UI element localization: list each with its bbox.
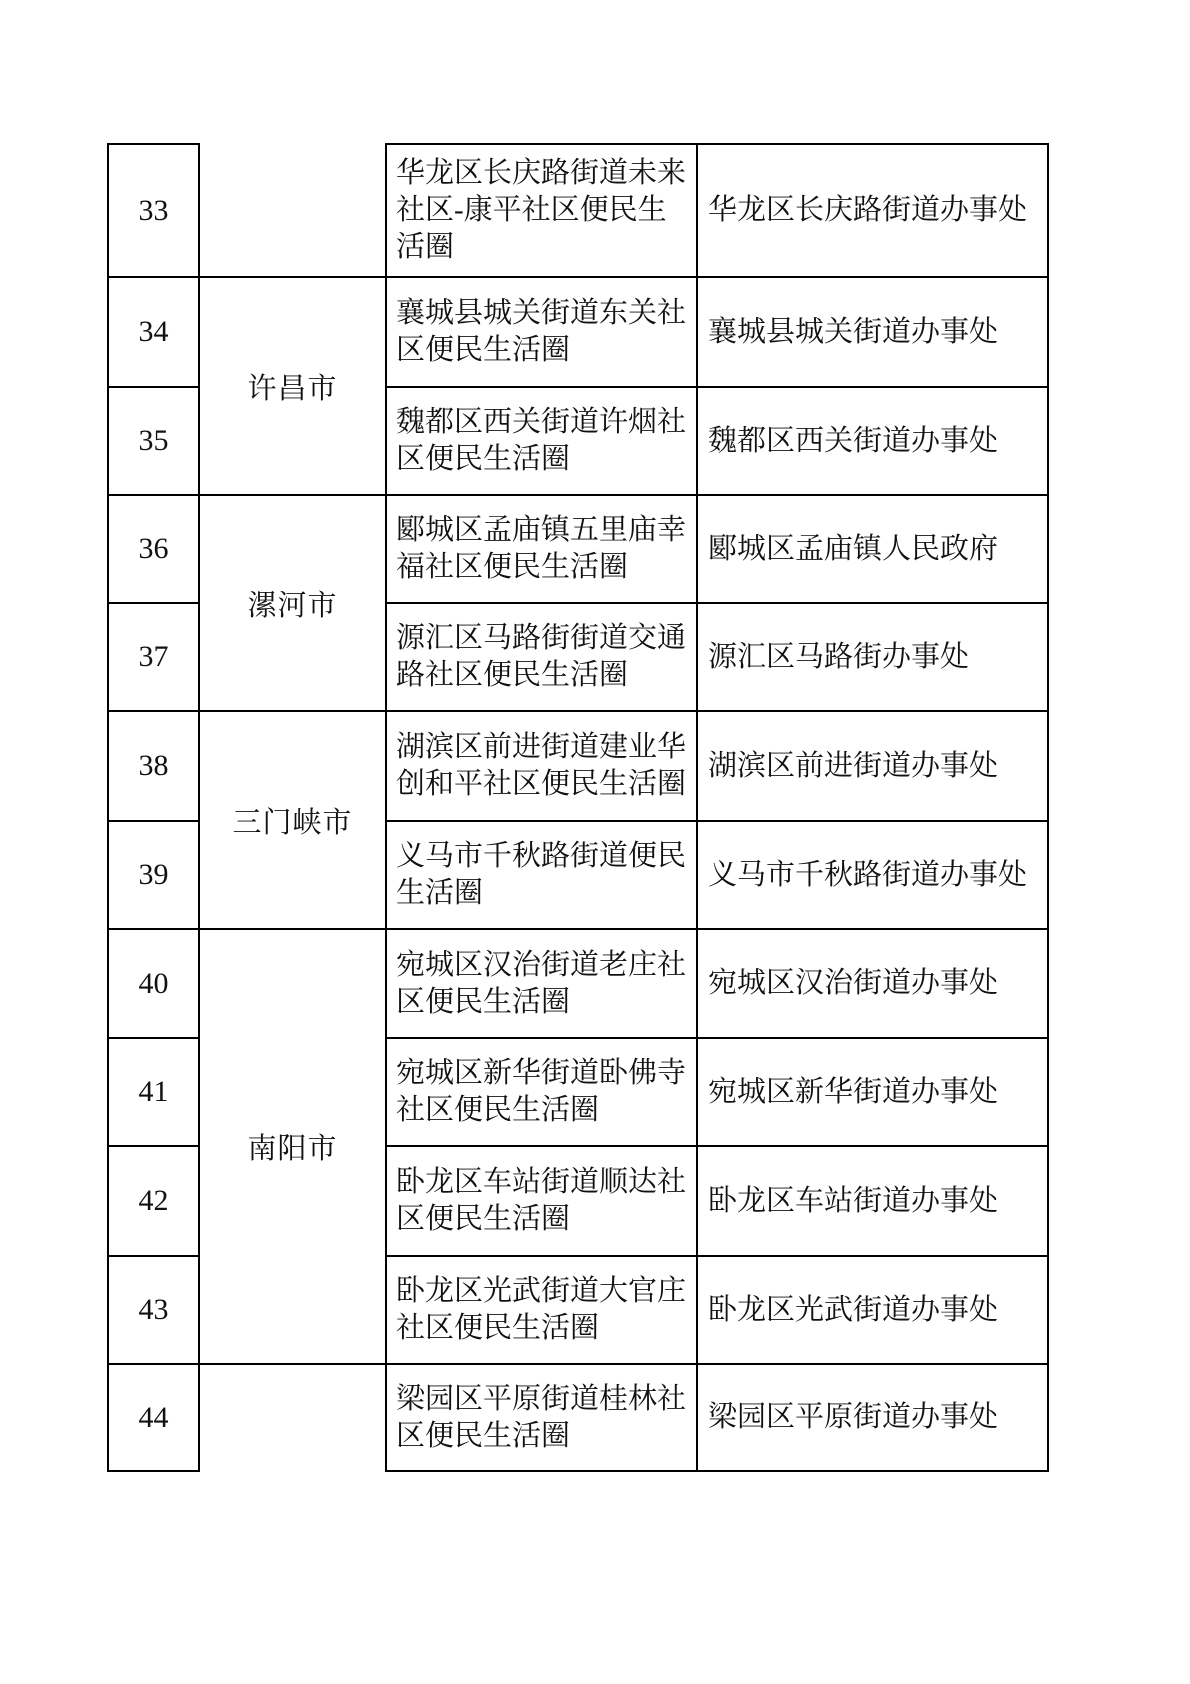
community-name-cell: 宛城区汉治街道老庄社区便民生活圈 [386,929,697,1038]
community-name-cell: 魏都区西关街道许烟社区便民生活圈 [386,387,697,495]
row-number-cell: 36 [108,495,199,603]
row-number-cell: 33 [108,144,199,277]
living-circle-table [107,143,1049,1472]
table-row [108,1364,1048,1471]
community-name-cell: 华龙区长庆路街道未来社区-康平社区便民生活圈 [386,144,697,277]
responsible-office-cell: 魏都区西关街道办事处 [697,387,1048,495]
row-number-cell: 43 [108,1256,199,1364]
community-name-cell: 宛城区新华街道卧佛寺社区便民生活圈 [386,1038,697,1146]
community-name-cell: 襄城县城关街道东关社区便民生活圈 [386,277,697,387]
table-body [108,144,1048,1471]
responsible-office-cell: 梁园区平原街道办事处 [697,1364,1048,1471]
city-cell: 南阳市 [199,929,386,1364]
responsible-office-cell: 卧龙区车站街道办事处 [697,1146,1048,1256]
community-name-cell: 源汇区马路街街道交通路社区便民生活圈 [386,603,697,711]
city-cell: 许昌市 [199,277,386,495]
responsible-office-cell: 华龙区长庆路街道办事处 [697,144,1048,277]
responsible-office-cell: 卧龙区光武街道办事处 [697,1256,1048,1364]
city-cell [199,1364,386,1471]
city-cell: 三门峡市 [199,711,386,929]
community-name-cell: 卧龙区车站街道顺达社区便民生活圈 [386,1146,697,1256]
community-name-cell: 梁园区平原街道桂林社区便民生活圈 [386,1364,697,1471]
table-row [108,711,1048,821]
community-name-cell: 郾城区孟庙镇五里庙幸福社区便民生活圈 [386,495,697,603]
row-number-cell: 40 [108,929,199,1038]
city-cell [199,144,386,277]
responsible-office-cell: 义马市千秋路街道办事处 [697,821,1048,929]
table-row [108,144,1048,277]
responsible-office-cell: 襄城县城关街道办事处 [697,277,1048,387]
row-number-cell: 42 [108,1146,199,1256]
responsible-office-cell: 宛城区汉治街道办事处 [697,929,1048,1038]
table-row [108,277,1048,387]
city-cell: 漯河市 [199,495,386,711]
row-number-cell: 44 [108,1364,199,1471]
responsible-office-cell: 郾城区孟庙镇人民政府 [697,495,1048,603]
community-name-cell: 义马市千秋路街道便民生活圈 [386,821,697,929]
row-number-cell: 37 [108,603,199,711]
table-row [108,495,1048,603]
row-number-cell: 39 [108,821,199,929]
community-name-cell: 卧龙区光武街道大官庄社区便民生活圈 [386,1256,697,1364]
row-number-cell: 35 [108,387,199,495]
community-name-cell: 湖滨区前进街道建业华创和平社区便民生活圈 [386,711,697,821]
responsible-office-cell: 宛城区新华街道办事处 [697,1038,1048,1146]
table-row [108,929,1048,1038]
row-number-cell: 38 [108,711,199,821]
responsible-office-cell: 湖滨区前进街道办事处 [697,711,1048,821]
row-number-cell: 41 [108,1038,199,1146]
row-number-cell: 34 [108,277,199,387]
responsible-office-cell: 源汇区马路街办事处 [697,603,1048,711]
